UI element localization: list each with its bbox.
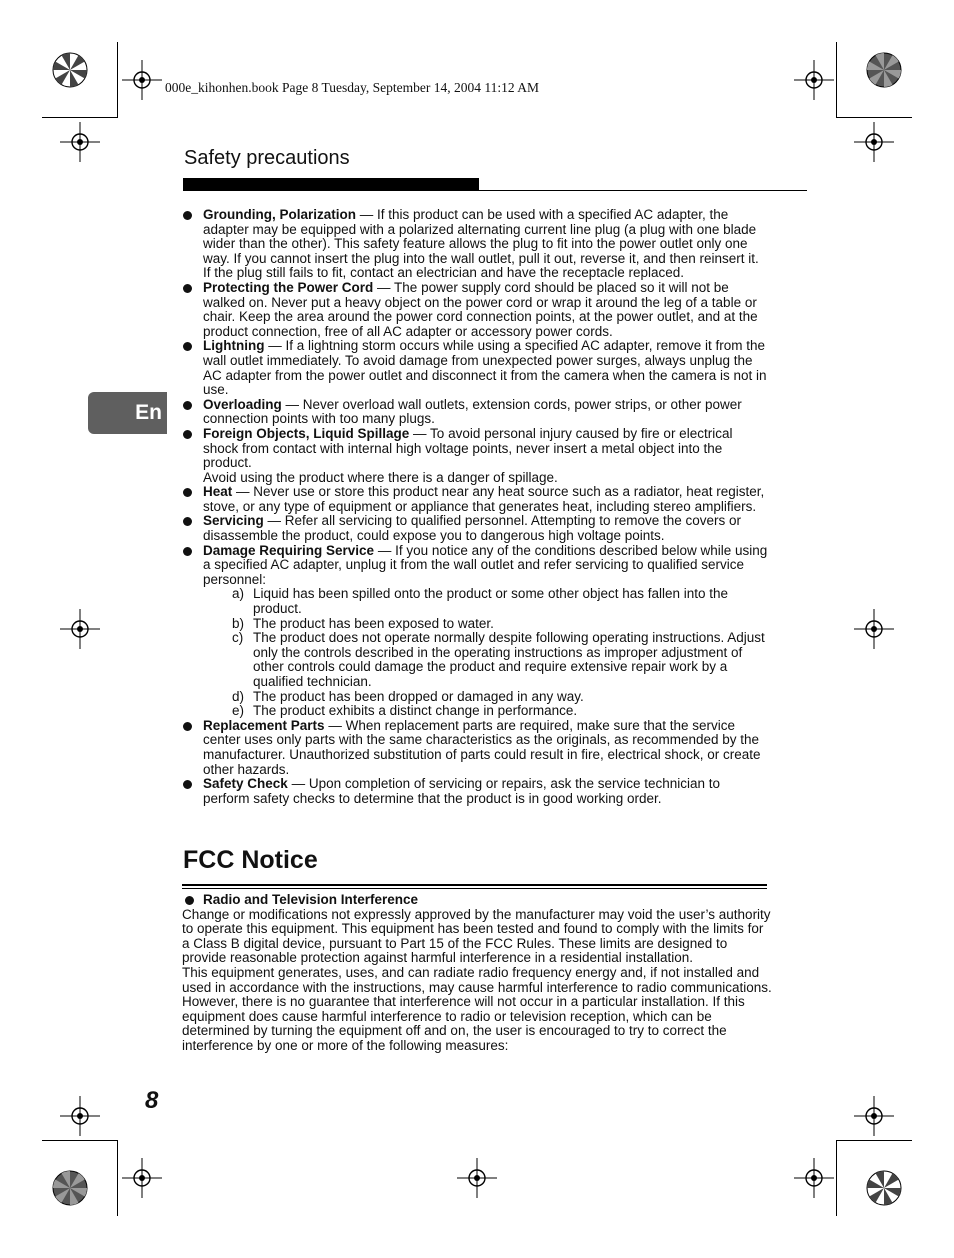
safety-item-title: Grounding, Polarization xyxy=(203,207,356,222)
safety-item-text: Damage Requiring Service — If you notice any of the conditions described below while using a specified AC adapter, unplug it from the wall outlet and refer servicing to qualified service personnel: xyxy=(203,542,768,587)
fcc-paragraph: Change or modifications not expressly approved by the manufacturer may void the user’s authority to operate this equipment. This equipment has been tested and found to comply with the limits for a Class B digital device, pursuant to Part 15 of the FCC Rules. These limits are designed to provide reasonable protection against harmful interference in a residential installation. xyxy=(182,906,771,966)
safety-item xyxy=(182,427,768,485)
condition-label: d) xyxy=(232,688,245,704)
registration-mark-icon xyxy=(60,1096,100,1136)
registration-mark-icon xyxy=(457,1158,497,1198)
fcc-notice-body xyxy=(182,893,772,1054)
condition-text: The product exhibits a distinct change in performance. xyxy=(253,703,578,719)
registration-mark-icon xyxy=(854,1096,894,1136)
registration-mark-icon xyxy=(794,1158,834,1198)
safety-item-text: Grounding, Polarization — If this product can be used with a specified AC adapter, the adapter may be equipped with a polarized alternating current line plug (a plug with one blade wider than the other). This safety feature allows the plug to fit into the power outlet only one way. If you cannot insert the plug into the wall outlet, pull it out, reverse it, and then reinsert it. If the plug still fails to fit, contact an electrician and have the receptacle replaced. xyxy=(203,207,759,281)
star-target-icon xyxy=(866,52,902,88)
fcc-subheading: Radio and Television Interference xyxy=(182,893,772,908)
registration-mark-icon xyxy=(794,60,834,100)
star-target-icon xyxy=(52,52,88,88)
fcc-notice-title: FCC Notice xyxy=(183,846,318,874)
safety-item-title: Damage Requiring Service xyxy=(203,542,375,558)
safety-item-text: Replacement Parts — When replacement parts are required, make sure that the service center uses only parts with the same characteristics as the originals, as recommended by the manufacturer. Unauthorized substitution of parts could result in fire, electrical shock, or create other hazards. xyxy=(203,717,761,777)
condition-text: The product has been dropped or damaged in any way. xyxy=(253,688,584,704)
safety-item xyxy=(182,719,768,777)
safety-item-title: Lightning xyxy=(203,338,265,354)
condition-text: Liquid has been spilled onto the product or some other object has fallen into the product. xyxy=(253,586,729,617)
bullet-icon xyxy=(183,780,192,789)
safety-item-text: Safety Check — Upon completion of servicing or repairs, ask the service technician to perform safety checks to determine that the product is in good working order. xyxy=(203,776,721,806)
condition-item xyxy=(203,587,768,616)
safety-item-title: Servicing xyxy=(203,513,264,529)
registration-mark-icon xyxy=(60,609,100,649)
safety-item-title: Heat xyxy=(203,484,233,500)
language-tab xyxy=(88,392,167,434)
safety-item xyxy=(182,514,768,543)
book-header-line: 000e_kihonhen.book Page 8 Tuesday, September 14, 2004 11:12 AM xyxy=(165,80,539,95)
safety-item xyxy=(182,281,768,339)
registration-mark-icon xyxy=(854,122,894,162)
safety-item-title: Safety Check xyxy=(203,776,288,792)
safety-item-title: Foreign Objects, Liquid Spillage xyxy=(203,425,410,441)
safety-item xyxy=(182,208,768,281)
section-title-bar xyxy=(183,178,479,191)
bullet-icon xyxy=(183,342,192,351)
safety-item xyxy=(182,339,768,397)
condition-item xyxy=(203,704,768,719)
safety-item-text: Avoid using the product where there is a danger of spillage. xyxy=(203,469,558,485)
fcc-paragraph: This equipment generates, uses, and can radiate radio frequency energy and, if not installed and used in accordance with the instructions, may cause harmful interference to radio communications. xyxy=(182,964,772,995)
page-number: 8 xyxy=(145,1087,159,1114)
bullet-icon xyxy=(183,211,192,220)
registration-mark-icon xyxy=(122,1158,162,1198)
bullet-icon xyxy=(183,488,192,497)
registration-mark-icon xyxy=(854,609,894,649)
condition-item xyxy=(203,617,768,632)
condition-item xyxy=(203,631,768,689)
safety-item-text: Foreign Objects, Liquid Spillage — To avoid personal injury caused by fire or electrical shock from contact with internal high voltage points, never insert a metal object into the product. xyxy=(203,425,733,471)
condition-label: b) xyxy=(232,615,245,631)
condition-label: c) xyxy=(232,630,244,646)
language-tab-label: En xyxy=(135,401,162,424)
condition-text: The product has been exposed to water. xyxy=(253,615,494,631)
safety-item-title: Replacement Parts xyxy=(203,717,325,733)
safety-item xyxy=(182,398,768,427)
bullet-icon xyxy=(183,430,192,439)
safety-item xyxy=(182,777,768,806)
safety-item-text: Servicing — Refer all servicing to qualified personnel. Attempting to remove the covers or disassemble the product, could expose you to dangerous high voltage points. xyxy=(203,513,742,544)
bullet-icon xyxy=(183,517,192,526)
condition-text: The product does not operate normally despite following operating instructions. Adjust only the controls described in the operating instructions as improper adjustment of other controls could damage the product and require extensive repair work by a qualified technician. xyxy=(253,630,765,689)
section-title: Safety precautions xyxy=(184,147,350,169)
bullet-icon xyxy=(183,722,192,731)
fcc-title-rule-thin xyxy=(182,888,767,889)
condition-label: e) xyxy=(232,703,245,719)
safety-item-text: Overloading — Never overload wall outlets, extension cords, power strips, or other power connection points with too many plugs. xyxy=(203,396,742,427)
safety-item-text: Heat — Never use or store this product near any heat source such as a radiator, heat register, stove, or any type of equipment or appliance that generates heat, including stereo amplifiers. xyxy=(203,484,765,514)
safety-item-title: Overloading xyxy=(203,396,282,412)
registration-mark-icon xyxy=(122,60,162,100)
star-target-icon xyxy=(52,1170,88,1206)
registration-mark-icon xyxy=(60,122,100,162)
condition-item xyxy=(203,690,768,705)
fcc-paragraph: However, there is no guarantee that interference will not occur in a particular installation. If this equipment does cause harmful interference to radio or television reception, which can be determined by turning the equipment off and on, the user is encouraged to try to correct the interference by one or more of the following measures: xyxy=(182,994,745,1053)
safety-item xyxy=(182,485,768,514)
fcc-title-rule xyxy=(182,884,767,886)
bullet-icon xyxy=(185,896,194,905)
bullet-icon xyxy=(183,547,192,556)
star-target-icon xyxy=(866,1170,902,1206)
safety-item-title: Protecting the Power Cord xyxy=(203,279,374,295)
section-title-rule xyxy=(479,190,807,191)
safety-item-text: Lightning — If a lightning storm occurs while using a specified AC adapter, remove it from the wall outlet immediately. To avoid damage from unexpected power surges, always unplug the AC adapter from the power outlet and disconnect it from the camera when the camera is not in use. xyxy=(203,338,767,398)
safety-precautions-list xyxy=(182,208,768,806)
bullet-icon xyxy=(183,401,192,410)
safety-item xyxy=(182,544,768,719)
condition-label: a) xyxy=(232,586,245,602)
safety-item-text: Protecting the Power Cord — The power supply cord should be placed so it will not be walked on. Never put a heavy object on the power cord or wrap it around the leg of a table or chair. Keep the area around the power cord connection points, at the power outlet, and at the product connection, free of all AC adapter or accessory power cords. xyxy=(203,279,758,339)
bullet-icon xyxy=(183,284,192,293)
